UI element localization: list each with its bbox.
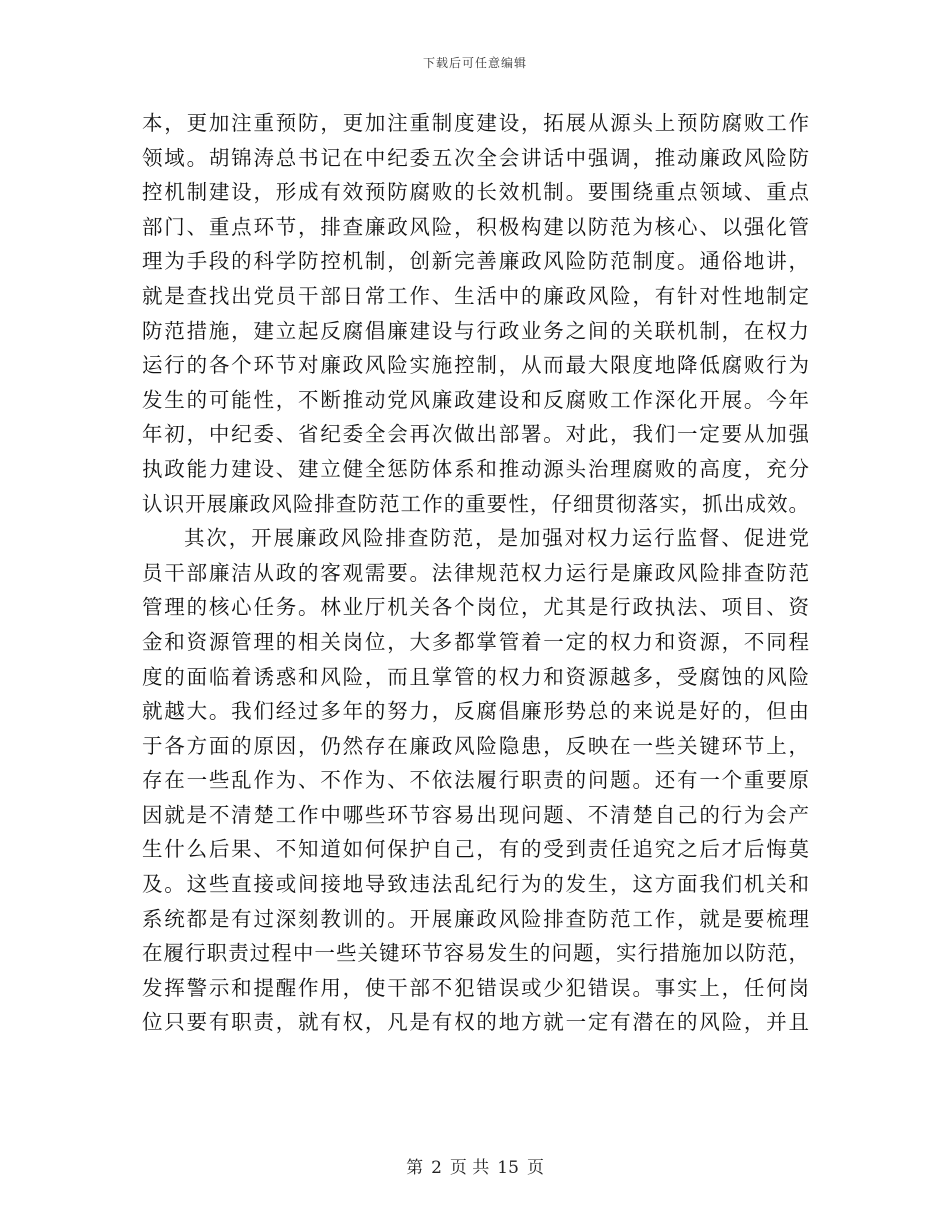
text-line: 理为手段的科学防控机制，创新完善廉政风险防范制度。通俗地讲， [142,249,810,274]
text-line: 运行的各个环节对廉政风险实施控制，从而最大限度地降低腐败行为 [142,353,810,378]
text-line: 生什么后果、不知道如何保护自己，有的受到责任追究之后才后悔莫 [142,837,810,862]
text-line: 金和资源管理的相关岗位，大多都掌管着一定的权力和资源，不同程 [142,629,810,654]
text-line: 存在一些乱作为、不作为、不依法履行职责的问题。还有一个重要原 [142,768,810,793]
text-line: 防范措施，建立起反腐倡廉建设与行政业务之间的关联机制，在权力 [142,318,810,343]
text-line: 本，更加注重预防，更加注重制度建设，拓展从源头上预防腐败工作 [142,111,810,135]
text-line: 就是查找出党员干部日常工作、生活中的廉政风险，有针对性地制定 [142,283,810,308]
text-line: 及。这些直接或间接地导致违法乱纪行为的发生，这方面我们机关和 [142,872,810,897]
page-header-note: 下载后可任意编辑 [422,56,527,70]
text-line: 部门、重点环节，排查廉政风险，积极构建以防范为核心、以强化管 [142,214,810,239]
footer-total-pages: 15 [497,1158,519,1178]
text-line: 员干部廉洁从政的客观需要。法律规范权力运行是廉政风险排查防范 [142,560,810,585]
text-line: 认识开展廉政风险排查防范工作的重要性，仔细贯彻落实，抓出成效。 [142,491,810,516]
page-footer [0,1153,950,1178]
text-line: 执政能力建设、建立健全惩防体系和推动源头治理腐败的高度，充分 [142,456,810,481]
paragraph-start-line: 其次，开展廉政风险排查防范，是加强对权力运行监督、促进党 [184,526,810,551]
text-line: 系统都是有过深刻教训的。开展廉政风险排查防范工作，就是要梳理 [142,906,810,931]
text-line: 于各方面的原因，仍然存在廉政风险隐患，反映在一些关键环节上， [142,733,810,758]
text-line: 领域。胡锦涛总书记在中纪委五次全会讲话中强调，推动廉政风险防 [142,145,810,170]
text-line: 就越大。我们经过多年的努力，反腐倡廉形势总的来说是好的，但由 [142,699,810,724]
footer-suffix: 页 [526,1158,544,1178]
text-line: 控机制建设，形成有效预防腐败的长效机制。要围绕重点领域、重点 [142,180,810,205]
text-line: 发挥警示和提醒作用，使干部不犯错误或少犯错误。事实上，任何岗 [142,975,810,1000]
text-line: 位只要有职责，就有权，凡是有权的地方就一定有潜在的风险，并且 [142,1010,810,1035]
text-line: 因就是不清楚工作中哪些环节容易出现问题、不清楚自己的行为会产 [142,802,810,827]
text-line: 在履行职责过程中一些关键环节容易发生的问题，实行措施加以防范， [142,941,810,966]
footer-prefix: 第 [406,1158,424,1178]
footer-middle: 页 共 [449,1158,490,1178]
text-line: 度的面临着诱惑和风险，而且掌管的权力和资源越多，受腐蚀的风险 [142,664,810,689]
text-line: 年初，中纪委、省纪委全会再次做出部署。对此，我们一定要从加强 [142,422,810,447]
text-line: 发生的可能性，不断推动党风廉政建设和反腐败工作深化开展。今年 [142,387,810,412]
document-body [142,106,810,1040]
footer-page-number: 2 [431,1158,442,1178]
text-line: 管理的核心任务。林业厅机关各个岗位，尤其是行政执法、项目、资 [142,595,810,620]
